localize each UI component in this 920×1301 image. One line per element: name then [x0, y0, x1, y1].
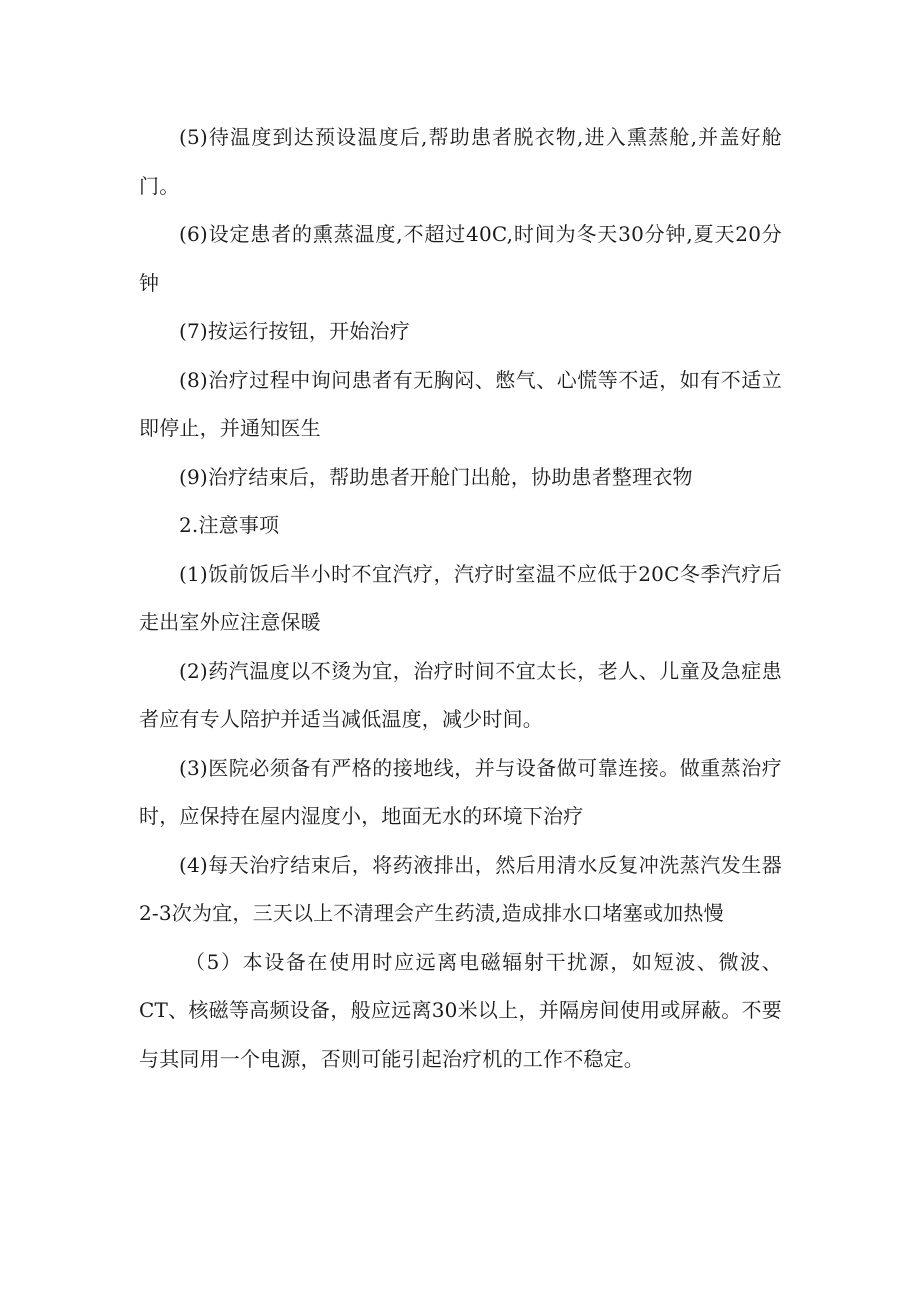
note-3-paragraph: (3)医院必须备有严格的接地线，并与设备做可靠连接。做重蒸治疗时，应保持在屋内湿度小，地面无水的环境下治疗 [139, 755, 782, 828]
section-heading-precautions: 2.注意事项 [179, 513, 280, 537]
step-7-paragraph: (7)按运行按钮，开始治疗 [179, 319, 410, 343]
step-9-paragraph: (9)治疗结束后，帮助患者开舱门出舱，协助患者整理衣物 [179, 464, 693, 489]
step-8-paragraph: (8)治疗过程中询问患者有无胸闷、憋气、心慌等不适，如有不适立即停止，并通知医生 [139, 367, 782, 440]
note-4-paragraph: (4)每天治疗结束后，将药液排出，然后用清水反复冲洗蒸汽发生器2-3次为宜，三天以上不清理会产生药渍,造成排水口堵塞或加热慢 [139, 852, 782, 925]
note-5-paragraph: （5）本设备在使用时应远离电磁辐射干扰源，如短波、微波、CT、核磁等高频设备，般应远离30米以上，并隔房间使用或屏蔽。不要与其同用一个电源，否则可能引起治疗机的工作不稳定。 [139, 949, 782, 1071]
step-6-paragraph: (6)设定患者的熏蒸温度,不超过40C,时间为冬天30分钟,夏天20分钟 [139, 222, 782, 295]
step-5-paragraph: (5)待温度到达预设温度后,帮助患者脱衣物,进入熏蒸舱,并盖好舱门。 [139, 125, 782, 198]
document-body [139, 113, 782, 1083]
note-2-paragraph: (2)药汽温度以不烫为宜，治疗时间不宜太长，老人、儿童及急症患者应有专人陪护并适当减低温度，减少时间。 [139, 658, 782, 731]
note-1-paragraph: (1)饭前饭后半小时不宜汽疗，汽疗时室温不应低于20C冬季汽疗后走出室外应注意保暖 [139, 561, 782, 634]
